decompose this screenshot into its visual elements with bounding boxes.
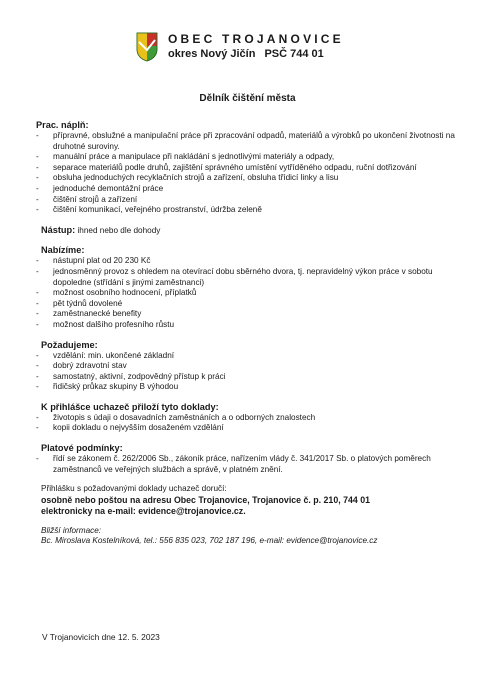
- submission-intro: Přihlášku s požadovanými doklady uchazeč doručí:: [41, 484, 227, 494]
- document-body: [36, 120, 458, 547]
- org-name: OBEC TROJANOVICE: [168, 32, 344, 46]
- nabizime-list: [36, 256, 458, 330]
- napln-list: [36, 131, 458, 216]
- napln-heading: Prac. náplň:: [36, 120, 89, 130]
- nabizime-heading: Nabízíme:: [41, 245, 85, 256]
- pozadujeme-list: [36, 351, 458, 393]
- list-item: - jednosměnný provoz s ohledem na otevírací dobu sběrného dvora, tj. nepravidelný výkon práce v sobotu dopoledne (střídání s jinými zaměstnanci): [36, 267, 458, 288]
- page-title: Dělník čištění města: [199, 93, 296, 104]
- list-item: - životopis s údaji o dosavadních zaměstnáních a o odborných znalostech: [36, 413, 458, 424]
- doklady-heading: K přihlášce uchazeč přiloží tyto doklady:: [41, 401, 219, 412]
- list-item: - separace materiálů podle druhů, zajištění správného umístění vytříděného odpadu, ruční dotřizování: [36, 163, 458, 174]
- doklady-list: [36, 413, 458, 434]
- list-item: - přípravné, obslužné a manipulační práce při zpracování odpadů, materiálů a výrobků po ukončení životnosti na druhotné suroviny.: [36, 131, 458, 152]
- info-heading: Bližší informace:: [41, 525, 102, 535]
- list-item: - manuální práce a manipulace při nakládání s jednotlivými materiály a odpady,: [36, 152, 458, 163]
- list-item: - vzdělání: min. ukončené základní: [36, 351, 458, 362]
- info-contact: Bc. Miroslava Kostelníková, tel.: 556 835 023, 702 187 196, e-mail: evidence@trojanovice.cz: [41, 536, 378, 546]
- list-item: - možnost dalšího profesního růstu: [36, 320, 458, 331]
- platove-list: [36, 454, 458, 475]
- list-item: - čištění komunikací, veřejného prostranství, údržba zeleně: [36, 205, 458, 216]
- nastup-label: Nástup:: [41, 224, 76, 235]
- list-item: - dobrý zdravotní stav: [36, 361, 458, 372]
- list-item: - čištění strojů a zařízení: [36, 195, 458, 206]
- list-item: - pět týdnů dovolené: [36, 299, 458, 310]
- district: okres Nový Jičín: [168, 48, 256, 60]
- submission-email: elektronicky na e-mail: evidence@trojanovice.cz.: [41, 505, 246, 516]
- nastup-value: ihned nebo dle dohody: [75, 225, 161, 235]
- list-item: - možnost osobního hodnocení, příplatků: [36, 288, 458, 299]
- list-item: - řidičský průkaz skupiny B výhodou: [36, 382, 458, 393]
- list-item: - jednoduché demontážní práce: [36, 184, 458, 195]
- list-item: - nástupní plat od 20 230 Kč: [36, 256, 458, 267]
- nastup-line: [36, 225, 458, 237]
- platove-heading: Platové podmínky:: [41, 443, 123, 454]
- letterhead: [136, 30, 436, 70]
- date-line: V Trojanovicích dne 12. 5. 2023: [42, 632, 160, 642]
- submission-address: osobně nebo poštou na adresu Obec Trojanovice, Trojanovice č. p. 210, 744 01: [41, 494, 371, 505]
- list-item: - kopii dokladu o nejvyšším dosaženém vzdělání: [36, 423, 458, 434]
- list-item: - řídí se zákonem č. 262/2006 Sb., zákoník práce, nařízením vlády č. 341/2017 Sb. o platových poměrech zaměstnanců ve veřejných službách a správě, v platném znění.: [36, 454, 458, 475]
- coat-of-arms-icon: [136, 32, 158, 62]
- list-item: - samostatný, aktivní, zodpovědný přístup k práci: [36, 372, 458, 383]
- list-item: - zaměstnanecké benefity: [36, 309, 458, 320]
- postal-code: PSČ 744 01: [264, 48, 324, 60]
- list-item: - obsluha jednoduchých recyklačních strojů a zařízení, obsluha třídicí linky a lisu: [36, 173, 458, 184]
- pozadujeme-heading: Požadujeme:: [41, 339, 98, 350]
